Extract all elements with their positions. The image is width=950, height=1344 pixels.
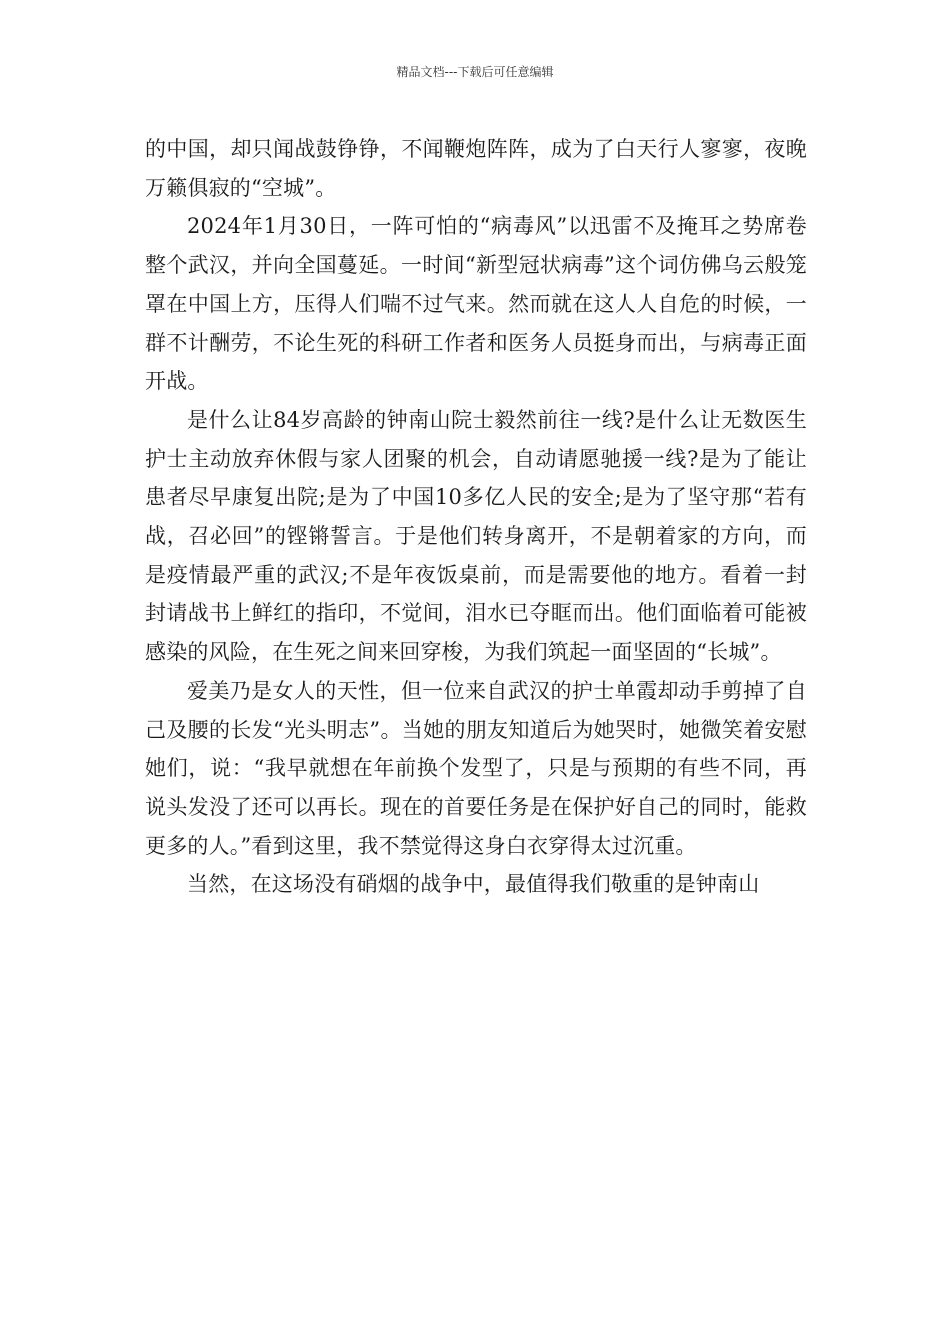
paragraph-2: 2024年1月30日，一阵可怕的“病毒风”以迅雷不及掩耳之势席卷整个武汉，并向全国蔓延。一时间“新型冠状病毒”这个词仿佛乌云般笼罩在中国上方，压得人们喘不过气来。然而就在这人人自危的时候，一群不计酬劳，不论生死的科研工作者和医务人员挺身而出，与病毒正面开战。: [145, 214, 807, 394]
paragraph-1: 的中国，却只闻战鼓铮铮，不闻鞭炮阵阵，成为了白天行人寥寥，夜晚万籁俱寂的“空城”。: [145, 137, 807, 200]
paragraph-4: 爱美乃是女人的天性，但一位来自武汉的护士单霞却动手剪掉了自己及腰的长发“光头明志”。当她的朋友知道后为她哭时，她微笑着安慰她们，说：“我早就想在年前换个发型了，只是与预期的有些不同，再说头发没了还可以再长。现在的首要任务是在保护好自己的同时，能救更多的人。”看到这里，我不禁觉得这身白衣穿得太过沉重。: [145, 678, 807, 858]
document-body: [145, 130, 807, 904]
paragraph-5: 当然，在这场没有硝烟的战争中，最值得我们敬重的是钟南山: [187, 872, 760, 897]
page-header: 精品文档---下载后可任意编辑: [396, 65, 554, 79]
paragraph-3: 是什么让84岁高龄的钟南山院士毅然前往一线?是什么让无数医生护士主动放弃休假与家人团聚的机会，自动请愿驰援一线?是为了能让患者尽早康复出院;是为了中国10多亿人民的安全;是为了坚守那“若有战，召必回”的铿锵誓言。于是他们转身离开，不是朝着家的方向，而是疫情最严重的武汉;不是年夜饭桌前，而是需要他的地方。看着一封封请战书上鲜红的指印，不觉间，泪水已夺眶而出。他们面临着可能被感染的风险，在生死之间来回穿梭，为我们筑起一面坚固的“长城”。: [145, 407, 807, 665]
